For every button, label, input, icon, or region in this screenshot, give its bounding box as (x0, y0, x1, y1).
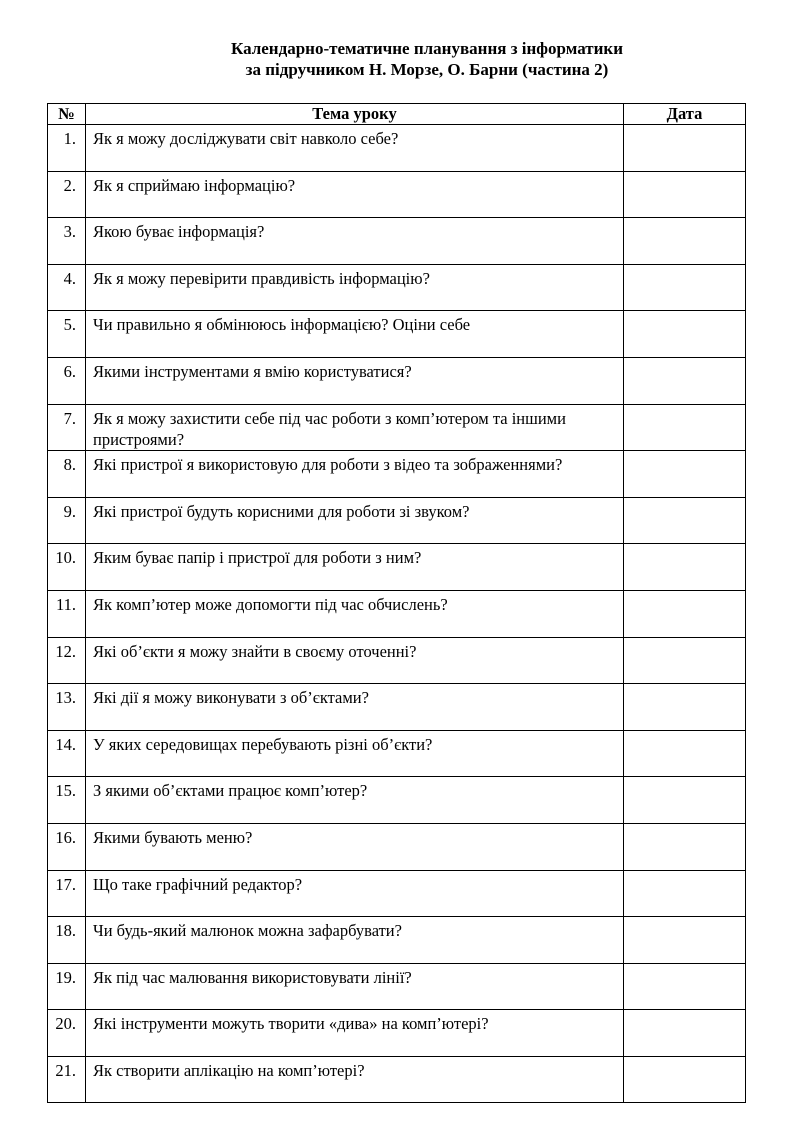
row-date-cell[interactable] (624, 590, 746, 637)
row-topic: Як я сприймаю інформацію? (86, 171, 624, 218)
row-date-cell[interactable] (624, 730, 746, 777)
table-body (48, 125, 746, 1103)
table-row (48, 171, 746, 218)
row-date-cell[interactable] (624, 1010, 746, 1057)
row-number: 20. (48, 1010, 86, 1057)
row-date-cell[interactable] (624, 823, 746, 870)
header-date: Дата (624, 104, 746, 125)
table-row (48, 125, 746, 172)
row-topic: Чи будь-який малюнок можна зафарбувати? (86, 917, 624, 964)
table-row (48, 497, 746, 544)
row-number: 3. (48, 218, 86, 265)
row-number: 8. (48, 451, 86, 498)
row-date-cell[interactable] (624, 963, 746, 1010)
table-row (48, 823, 746, 870)
row-date-cell[interactable] (624, 497, 746, 544)
row-topic: Що таке графічний редактор? (86, 870, 624, 917)
row-topic: Чи правильно я обмінююсь інформацією? Оціни себе (86, 311, 624, 358)
row-number: 14. (48, 730, 86, 777)
table-row (48, 264, 746, 311)
row-topic: Які інструменти можуть творити «дива» на комп’ютері? (86, 1010, 624, 1057)
row-topic: Як я можу перевірити правдивість інформацію? (86, 264, 624, 311)
table-row (48, 590, 746, 637)
row-date-cell[interactable] (624, 777, 746, 824)
row-number: 1. (48, 125, 86, 172)
row-date-cell[interactable] (624, 870, 746, 917)
row-date-cell[interactable] (624, 311, 746, 358)
row-date-cell[interactable] (624, 544, 746, 591)
row-date-cell[interactable] (624, 684, 746, 731)
row-date-cell[interactable] (624, 264, 746, 311)
row-date-cell[interactable] (624, 917, 746, 964)
row-topic: Як під час малювання використовувати лінії? (86, 963, 624, 1010)
row-number: 21. (48, 1056, 86, 1103)
row-number: 11. (48, 590, 86, 637)
table-row (48, 1010, 746, 1057)
row-date-cell[interactable] (624, 404, 746, 451)
row-topic: Яким буває папір і пристрої для роботи з ним? (86, 544, 624, 591)
row-topic: Які пристрої я використовую для роботи з відео та зображеннями? (86, 451, 624, 498)
table-row (48, 730, 746, 777)
title-line-1: Календарно-тематичне планування з інформатики (230, 39, 624, 58)
row-topic: У яких середовищах перебувають різні об’єкти? (86, 730, 624, 777)
table-row (48, 218, 746, 265)
row-topic: Якими бувають меню? (86, 823, 624, 870)
row-number: 6. (48, 357, 86, 404)
row-number: 15. (48, 777, 86, 824)
row-topic: Якими інструментами я вмію користуватися? (86, 357, 624, 404)
table-header-row (48, 104, 746, 125)
row-topic: Якою буває інформація? (86, 218, 624, 265)
row-number: 12. (48, 637, 86, 684)
row-topic: Які об’єкти я можу знайти в своєму оточенні? (86, 637, 624, 684)
header-num: № (48, 104, 86, 125)
row-number: 13. (48, 684, 86, 731)
row-number: 18. (48, 917, 86, 964)
table-row (48, 451, 746, 498)
row-number: 2. (48, 171, 86, 218)
header-topic: Тема уроку (86, 104, 624, 125)
document-title (0, 38, 794, 80)
row-number: 16. (48, 823, 86, 870)
table-row (48, 777, 746, 824)
row-date-cell[interactable] (624, 637, 746, 684)
row-date-cell[interactable] (624, 125, 746, 172)
row-number: 5. (48, 311, 86, 358)
row-number: 9. (48, 497, 86, 544)
table-row (48, 1056, 746, 1103)
row-date-cell[interactable] (624, 1056, 746, 1103)
table-row (48, 684, 746, 731)
table-row (48, 870, 746, 917)
row-date-cell[interactable] (624, 451, 746, 498)
row-number: 7. (48, 404, 86, 451)
row-number: 10. (48, 544, 86, 591)
row-number: 4. (48, 264, 86, 311)
title-line-2: за підручником Н. Морзе, О. Барни (частина 2) (245, 60, 609, 79)
row-number: 19. (48, 963, 86, 1010)
row-topic: Як я можу досліджувати світ навколо себе? (86, 125, 624, 172)
table-row (48, 404, 746, 451)
table-row (48, 311, 746, 358)
row-date-cell[interactable] (624, 218, 746, 265)
row-number: 17. (48, 870, 86, 917)
row-date-cell[interactable] (624, 171, 746, 218)
row-topic: Як створити аплікацію на комп’ютері? (86, 1056, 624, 1103)
lesson-plan-table (47, 103, 746, 1103)
row-date-cell[interactable] (624, 357, 746, 404)
table-row (48, 637, 746, 684)
table-row (48, 357, 746, 404)
row-topic: Які пристрої будуть корисними для роботи зі звуком? (86, 497, 624, 544)
row-topic: Як я можу захистити себе під час роботи з комп’ютером та іншими пристроями? (86, 404, 624, 451)
table-row (48, 963, 746, 1010)
table-row (48, 917, 746, 964)
table-row (48, 544, 746, 591)
row-topic: З якими об’єктами працює комп’ютер? (86, 777, 624, 824)
row-topic: Як комп’ютер може допомогти під час обчислень? (86, 590, 624, 637)
row-topic: Які дії я можу виконувати з об’єктами? (86, 684, 624, 731)
